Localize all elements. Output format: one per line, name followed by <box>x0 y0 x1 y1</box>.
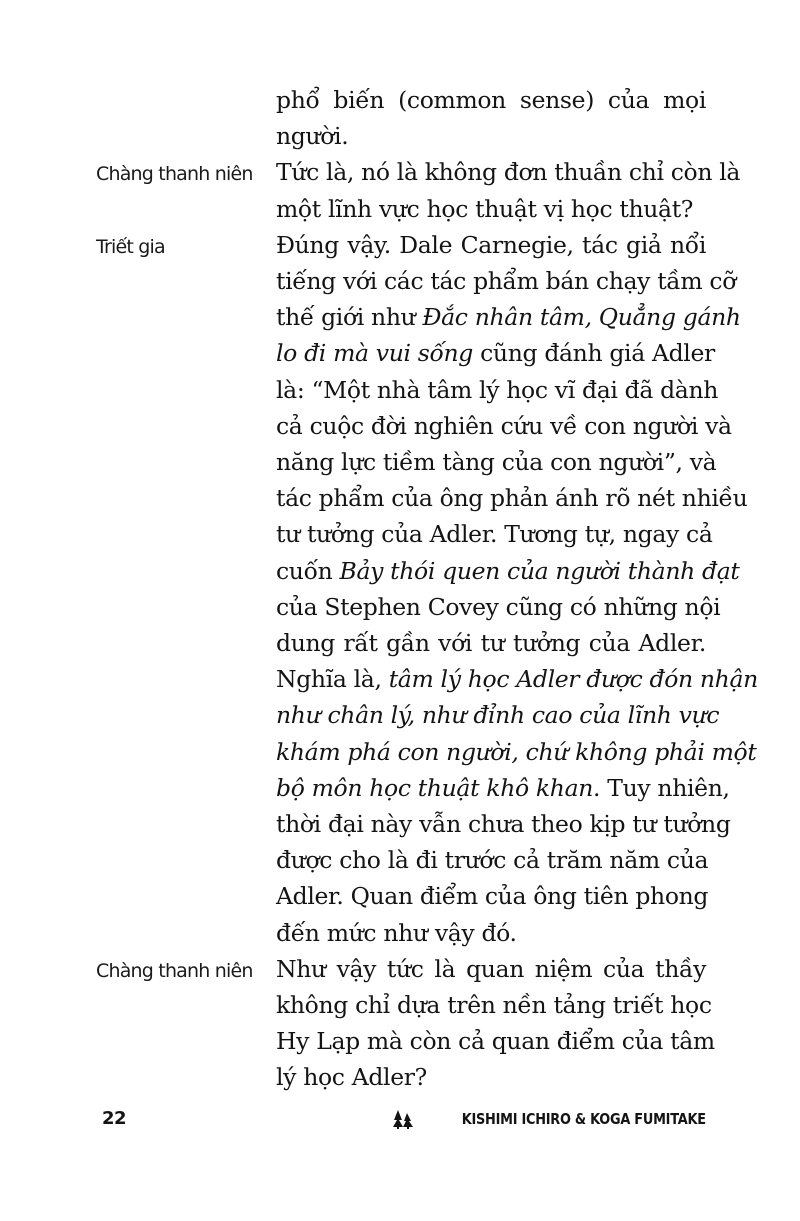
text-line <box>276 1023 715 1059</box>
text-run: được cho là đi trước cả trăm năm của <box>276 846 709 875</box>
text-line <box>276 915 706 951</box>
text-line <box>276 480 748 516</box>
text-line <box>276 806 731 842</box>
italic-text: tâm lý học Adler được đón nhận <box>388 665 758 694</box>
dialogue-turn <box>0 82 800 154</box>
speech-paragraph <box>276 82 706 154</box>
text-line <box>276 335 715 371</box>
speech-paragraph <box>276 154 741 226</box>
text-line <box>276 770 730 806</box>
running-head <box>392 1108 706 1130</box>
text-run: người. <box>276 122 349 151</box>
speaker-label: Chàng thanh niên <box>96 959 253 982</box>
text-line <box>276 372 719 408</box>
text-run: không chỉ dựa trên nền tảng triết học <box>276 991 712 1020</box>
speech-paragraph <box>276 227 758 951</box>
italic-text: bộ môn học thuật khô khan <box>276 773 594 802</box>
text-run: tác phẩm của ông phản ánh rõ nét nhiều <box>276 484 748 513</box>
text-run: dung rất gần với tư tưởng của Adler. <box>276 629 706 658</box>
text-run: phổ biến (common sense) của mọi <box>276 86 706 114</box>
text-run: Tức là, nó là không đơn thuần chỉ còn là <box>276 158 741 187</box>
text-line <box>276 553 740 589</box>
page-footer <box>0 1108 800 1138</box>
text-run: Nghĩa là, <box>276 665 389 694</box>
text-run: thời đại này vẫn chưa theo kịp tư tưởng <box>276 810 731 839</box>
text-run: thế giới như <box>276 303 423 332</box>
speaker-label: Triết gia <box>96 235 165 258</box>
text-line <box>276 951 706 987</box>
text-line <box>276 661 758 697</box>
text-line <box>276 118 706 154</box>
italic-text: như chân lý, như đỉnh cao của lĩnh vực <box>276 701 720 730</box>
text-run: lý học Adler? <box>276 1063 427 1092</box>
dialogue-turn <box>0 227 800 951</box>
text-run: của Stephen Covey cũng có những nội <box>276 592 721 621</box>
dialogue-turn <box>0 154 800 226</box>
text-line <box>276 263 737 299</box>
text-line <box>276 408 732 444</box>
text-line <box>276 842 709 878</box>
text-run: tư tưởng của Adler. Tương tự, ngay cả <box>276 520 713 549</box>
text-line <box>276 299 741 335</box>
text-line <box>276 625 706 661</box>
text-line <box>276 154 741 190</box>
author-names: KISHIMI ICHIRO & KOGA FUMITAKE <box>461 1110 706 1128</box>
text-line <box>276 227 706 263</box>
text-run: . Tuy nhiên, <box>593 773 730 802</box>
text-line <box>276 82 706 118</box>
speaker-label: Chàng thanh niên <box>96 163 253 186</box>
text-run: Hy Lạp mà còn cả quan điểm của tâm <box>276 1027 715 1056</box>
text-line <box>276 697 720 733</box>
text-line <box>276 1059 706 1095</box>
text-line <box>276 734 757 770</box>
dialogue-body <box>0 82 800 1096</box>
text-run: Đúng vậy. Dale Carnegie, tác giả nổi <box>276 230 706 259</box>
text-line <box>276 516 713 552</box>
speech-paragraph <box>276 951 715 1096</box>
publisher-tree-logo-icon <box>392 1108 414 1130</box>
text-line <box>276 987 712 1023</box>
text-line <box>276 878 709 914</box>
text-run: cuốn <box>276 556 340 585</box>
italic-text: khám phá con người, chứ không phải một <box>276 737 757 766</box>
italic-text: lo đi mà vui sống <box>276 339 473 368</box>
text-run: Như vậy tức là quan niệm của thầy <box>276 954 706 983</box>
dialogue-turn <box>0 951 800 1096</box>
page-number: 22 <box>102 1108 127 1129</box>
text-run: một lĩnh vực học thuật vị học thuật? <box>276 194 694 223</box>
text-run: cũng đánh giá Adler <box>473 339 715 368</box>
text-line <box>276 191 706 227</box>
text-run: đến mức như vậy đó. <box>276 918 517 947</box>
text-run: cả cuộc đời nghiên cứu về con người và <box>276 411 732 440</box>
text-run: Adler. Quan điểm của ông tiên phong <box>276 882 709 911</box>
text-run: tiếng với các tác phẩm bán chạy tầm cỡ <box>276 267 737 296</box>
text-line <box>276 444 717 480</box>
text-run: là: “Một nhà tâm lý học vĩ đại đã dành <box>276 375 719 404</box>
italic-text: Đắc nhân tâm, Quẳng gánh <box>422 303 741 332</box>
italic-text: Bảy thói quen của người thành đạt <box>339 556 740 585</box>
text-line <box>276 589 721 625</box>
text-run: năng lực tiềm tàng của con người”, và <box>276 448 717 477</box>
